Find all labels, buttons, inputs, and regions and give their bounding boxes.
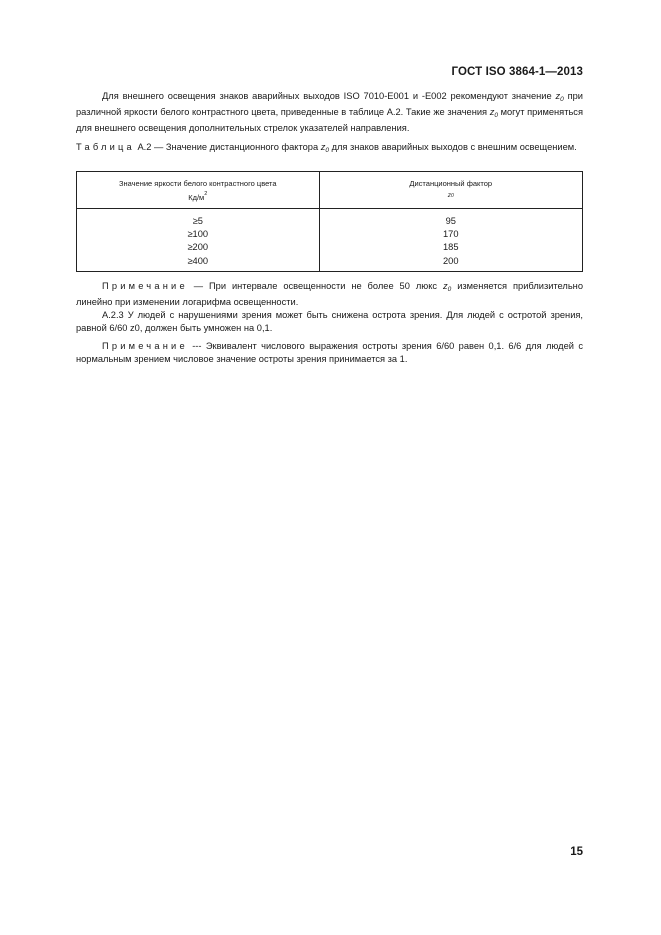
- factor-cell: 200: [319, 255, 583, 272]
- intro-text-1: Для внешнего освещения знаков аварийных выходов ISO 7010-E001 и -E002 рекомендуют значение: [102, 91, 556, 101]
- table-row: [77, 255, 583, 272]
- z-symbol: z: [442, 281, 448, 291]
- column-header-luminance-label: Значение яркости белого контрастного цвета: [118, 178, 277, 188]
- intro-paragraph: [76, 90, 583, 135]
- table-caption: [76, 141, 583, 157]
- column-header-luminance-unit-line: [77, 189, 319, 203]
- table-row: [77, 241, 583, 254]
- z-subscript: 0: [325, 147, 329, 154]
- z-subscript: 0: [560, 96, 564, 103]
- factor-cell: 170: [319, 228, 583, 241]
- page-number: 15: [570, 846, 583, 858]
- note-2-label: Примечание: [102, 341, 188, 351]
- document-header: ГОСТ ISO 3864-1—2013: [451, 66, 583, 78]
- table-header-row: [77, 172, 583, 209]
- factor-cell: 95: [319, 209, 583, 229]
- note-1-text-1: — При интервале освещенности не более 50 люкс: [187, 281, 443, 291]
- table-caption-text-1: А.2 — Значение дистанционного фактора: [134, 142, 321, 152]
- column-header-distance-factor: [319, 172, 583, 209]
- z-subscript: 0: [450, 193, 454, 199]
- luminance-cell: ≥100: [77, 228, 320, 241]
- note-2: [76, 340, 583, 366]
- z-symbol: z: [489, 107, 495, 117]
- luminance-cell: ≥200: [77, 241, 320, 254]
- z-subscript: 0: [494, 112, 498, 119]
- table-caption-label: Таблица: [76, 142, 135, 152]
- column-header-distance-factor-label: Дистанционный фактор: [409, 179, 493, 188]
- section-a-2-3: А.2.3 У людей с нарушениями зрения может быть снижена острота зрения. Для людей с остротой зрения, равной 6/60 z0, должен быть умножен на 0,1.: [76, 310, 583, 333]
- intro-text-3: могут применяться для внешнего освещения дополнительных стрелок указателей направления.: [76, 107, 583, 133]
- note-1-label: Примечание: [102, 281, 188, 291]
- unit-superscript: 2: [204, 190, 208, 197]
- table-row: [77, 209, 583, 229]
- column-header-luminance-unit: Кд/м: [188, 192, 205, 202]
- table-row: [77, 228, 583, 241]
- note-2-text: --- Эквивалент числового выражения остроты зрения 6/60 равен 0,1. 6/6 для людей с нормальным зрением числовое значение остроты зрения принимается за 1.: [76, 341, 583, 364]
- column-header-distance-factor-symbol: [320, 189, 583, 202]
- note-1: [76, 280, 583, 309]
- z-symbol: z: [447, 192, 451, 199]
- z-symbol: z: [555, 91, 561, 101]
- intro-text-2: при различной яркости белого контрастного цвета, приведенные в таблице А.2. Такие же значения: [76, 91, 584, 117]
- table-caption-text-2: для знаков аварийных выходов с внешним освещением.: [328, 142, 577, 152]
- factor-cell: 185: [319, 241, 583, 254]
- luminance-cell: ≥400: [77, 255, 320, 272]
- note-1-text-2: изменяется приблизительно линейно при изменении логарифма освещенности.: [76, 281, 583, 307]
- z-symbol: z: [320, 142, 326, 152]
- column-header-luminance: [77, 172, 320, 209]
- data-table: [76, 171, 583, 272]
- z-subscript: 0: [447, 286, 452, 293]
- luminance-cell: ≥5: [77, 209, 320, 229]
